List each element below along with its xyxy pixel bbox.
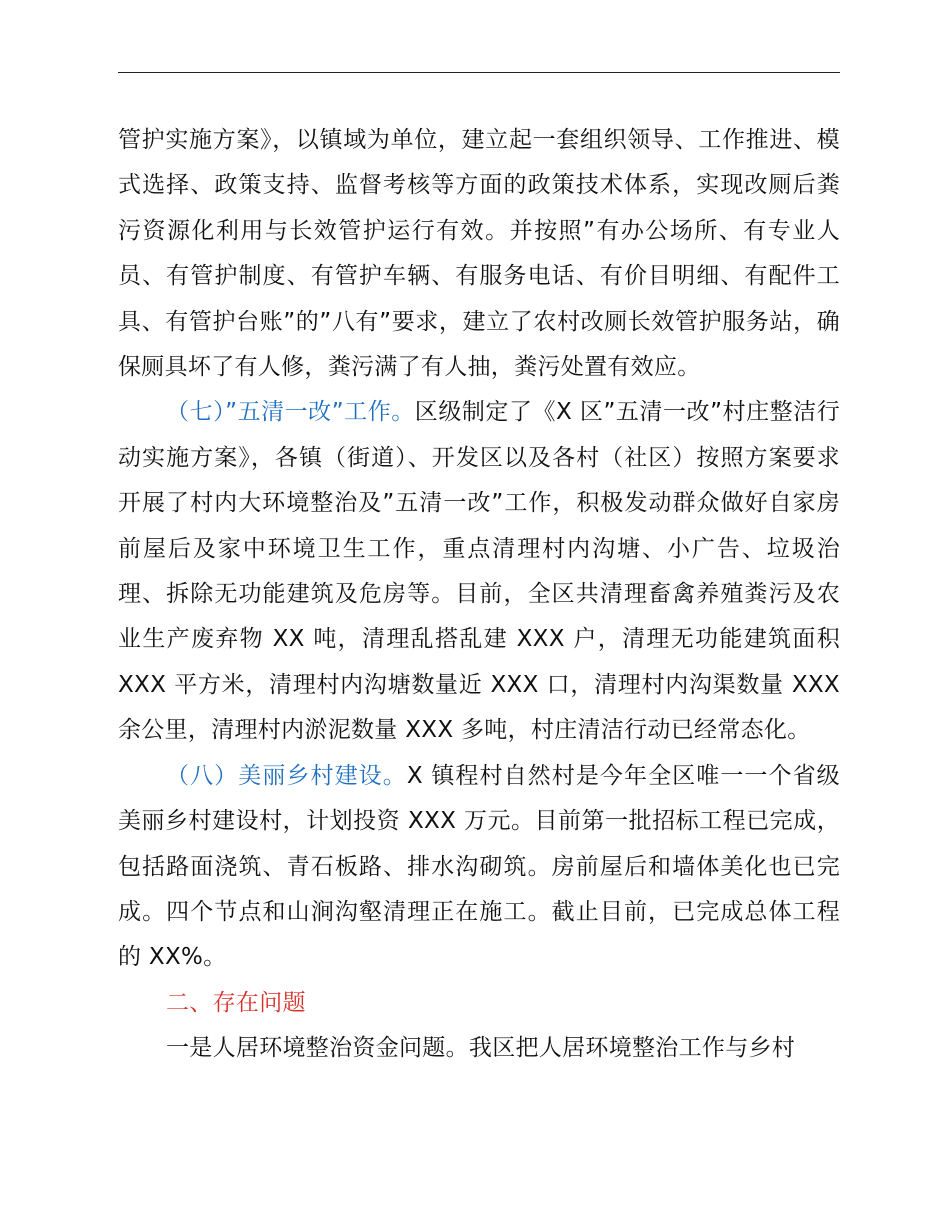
document-body xyxy=(118,118,840,1072)
paragraph-text: 一是人居环境整治资金问题。我区把人居环境整治工作与乡村 xyxy=(166,1035,796,1062)
header-rule xyxy=(118,72,840,73)
section-heading: （八）美丽乡村建设。 xyxy=(166,762,407,789)
paragraph-funding-issue xyxy=(118,1026,840,1071)
section-heading: （七）”五清一改”工作。 xyxy=(166,399,415,426)
paragraph-beautiful-village xyxy=(118,754,840,981)
chapter-heading: 二、存在问题 xyxy=(166,989,306,1016)
paragraph-five-clean-one-change xyxy=(118,390,840,753)
paragraph-toilet-maintenance xyxy=(118,118,840,390)
paragraph-text: X 镇程村自然村是今年全区唯一一个省级美丽乡村建设村，计划投资 XXX 万元。目前第一批招标工程已完成，包括路面浇筑、青石板路、排水沟砌筑。房前屋后和墙体美化也已完成。四个节点和山涧沟壑清理正在施工。截止目前，已完成总体工程的 XX%。 xyxy=(118,762,840,971)
paragraph-text: 区级制定了《X 区”五清一改”村庄整洁行动实施方案》，各镇（街道）、开发区以及各村（社区）按照方案要求开展了村内大环境整治及”五清一改”工作，积极发动群众做好自家房前屋后及家中环境卫生工作，重点清理村内沟塘、小广告、垃圾治理、拆除无功能建筑及危房等。目前，全区共清理畜禽养殖粪污及农业生产废弃物 XX 吨，清理乱搭乱建 XXX 户，清理无功能建筑面积 XXX 平方米，清理村内沟塘数量近 XXX 口，清理村内沟渠数量 XXX 余公里，清理村内淤泥数量 XXX 多吨，村庄清洁行动已经常态化。 xyxy=(118,399,840,744)
chapter-heading-problems xyxy=(118,981,840,1026)
paragraph-text: 管护实施方案》，以镇域为单位，建立起一套组织领导、工作推进、模式选择、政策支持、监督考核等方面的政策技术体系，实现改厕后粪污资源化利用与长效管护运行有效。并按照”有办公场所、有专业人员、有管护制度、有管护车辆、有服务电话、有价目明细、有配件工具、有管护台账”的”八有”要求，建立了农村改厕长效管护服务站，确保厕具坏了有人修，粪污满了有人抽，粪污处置有效应。 xyxy=(118,127,840,381)
